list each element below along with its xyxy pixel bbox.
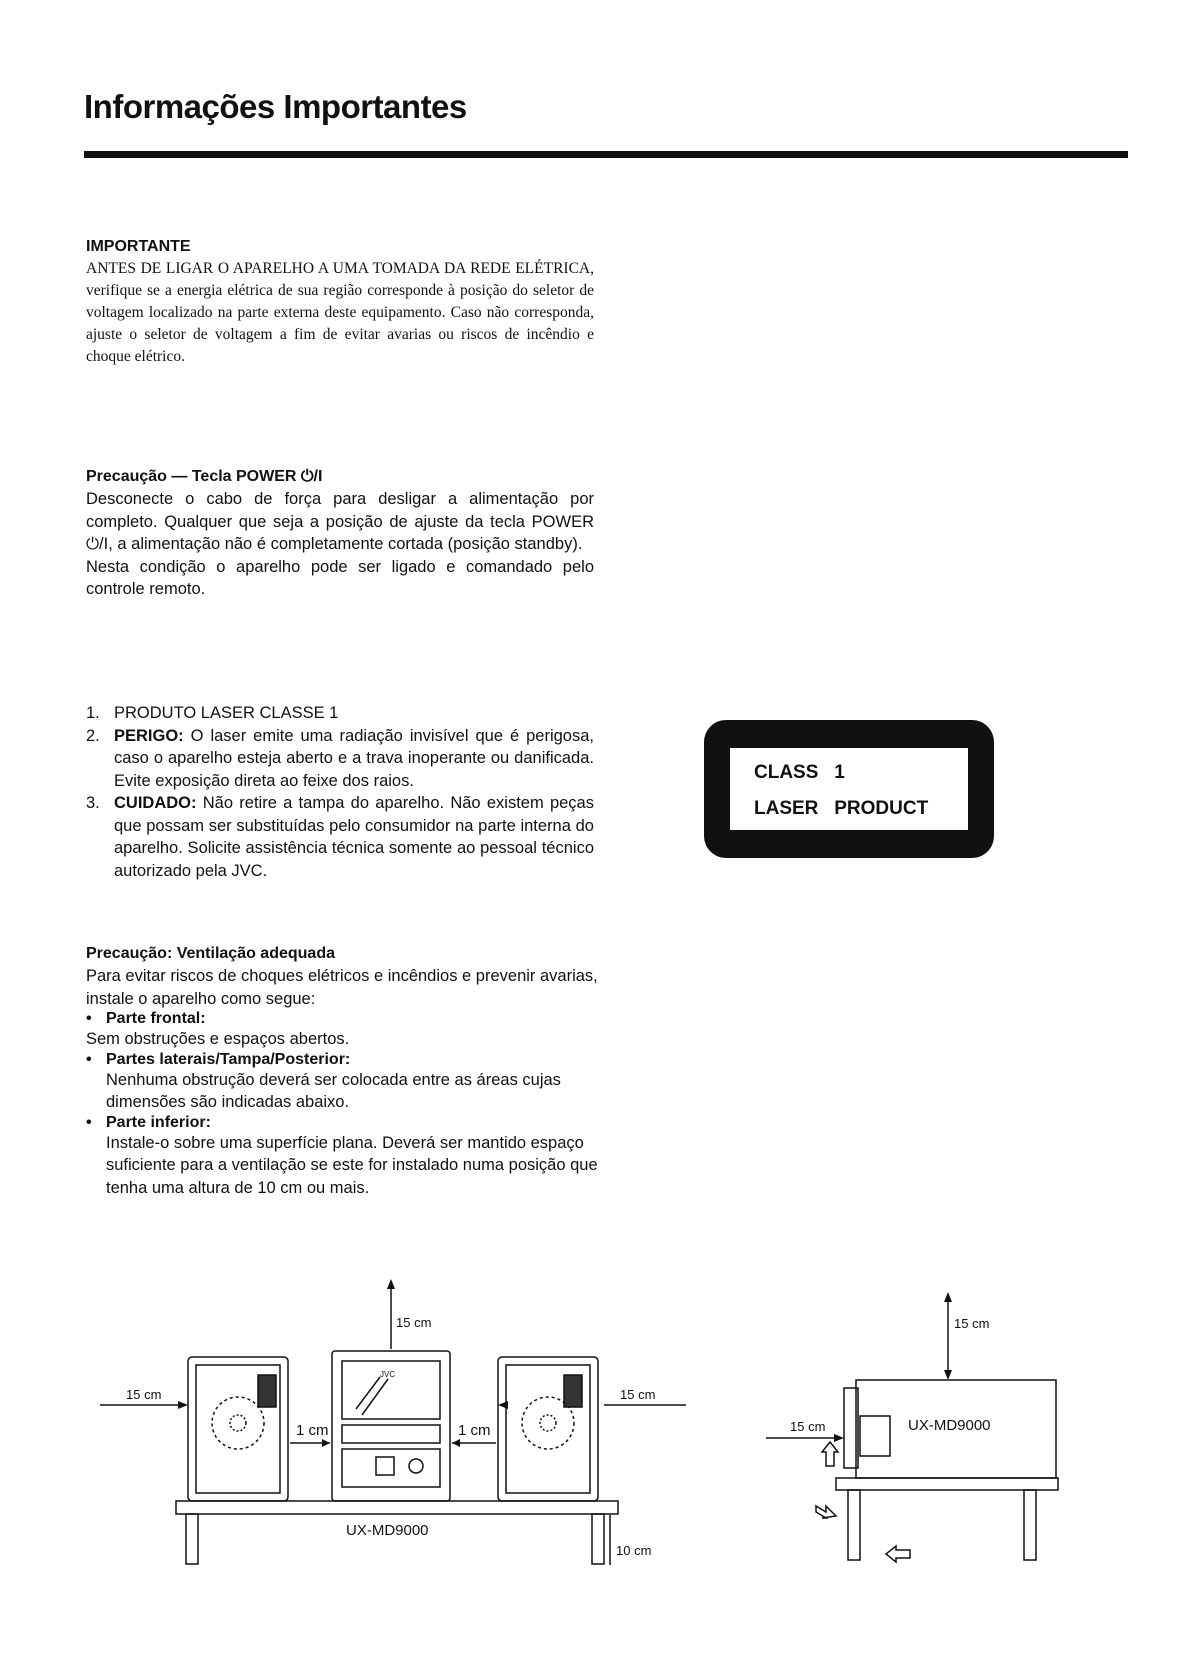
ventilation-item-front: • Parte frontal: <box>86 1010 206 1027</box>
side-shelf-leg-left <box>848 1490 860 1560</box>
left-speaker-tweeter <box>258 1375 276 1407</box>
list-label: CUIDADO: <box>114 794 197 812</box>
ventilation-intro: Para evitar riscos de choques elétricos e incêndios e prevenir avarias, instale o aparelho como segue: <box>86 967 598 1008</box>
list-number: 1. <box>86 704 100 722</box>
arrowhead <box>498 1401 508 1409</box>
arrowhead <box>322 1439 330 1447</box>
laser-label-panel <box>730 748 968 830</box>
list-number: 3. <box>86 794 100 812</box>
side-top-gap-label: 15 cm <box>954 1316 990 1331</box>
page-title: Informações Importantes <box>84 88 467 125</box>
main-unit-knob <box>409 1459 423 1473</box>
main-unit-controls <box>342 1449 440 1487</box>
arrowhead <box>944 1370 952 1380</box>
important-heading: IMPORTANTE <box>86 238 191 255</box>
laser-list-item <box>86 725 594 793</box>
front-model-label: UX-MD9000 <box>346 1522 429 1539</box>
laser-list-item <box>86 792 594 882</box>
shelf-top <box>176 1501 618 1514</box>
left-gap-label: 15 cm <box>126 1387 162 1402</box>
bottom-gap-label: 10 cm <box>616 1543 652 1558</box>
shelf-leg-left <box>186 1514 198 1564</box>
side-shelf-leg-right <box>1024 1490 1036 1560</box>
side-unit-panel <box>860 1416 890 1456</box>
right-speaker-cone <box>540 1415 556 1431</box>
side-view-diagram <box>760 1288 1080 1588</box>
main-unit-display <box>342 1425 440 1443</box>
side-model-label: UX-MD9000 <box>908 1417 991 1434</box>
ventilation-section <box>86 945 606 1199</box>
side-shelf-top <box>836 1478 1058 1490</box>
airflow-left-arrow-icon <box>886 1546 910 1562</box>
power-paragraph-2: Nesta condição o aparelho pode ser ligado e comandado pelo controle remoto. <box>86 557 594 598</box>
airflow-diagonal-arrow-icon <box>816 1506 836 1518</box>
arrowhead <box>834 1434 844 1442</box>
inner-gap-left-label: 1 cm <box>296 1422 329 1439</box>
shelf-leg-right <box>592 1514 604 1564</box>
arrowhead <box>387 1279 395 1289</box>
front-view-diagram <box>90 1265 710 1585</box>
right-speaker <box>498 1357 598 1501</box>
side-rear-gap-label: 15 cm <box>790 1419 826 1434</box>
right-speaker-tweeter <box>564 1375 582 1407</box>
laser-section <box>86 702 594 882</box>
list-body: PRODUTO LASER CLASSE 1 <box>114 704 339 722</box>
title-rule <box>84 151 1128 158</box>
left-speaker-woofer <box>212 1397 264 1449</box>
laser-list-item <box>86 702 594 725</box>
laser-label-line2: LASER PRODUCT <box>754 798 929 819</box>
important-section <box>86 238 594 368</box>
laser-label-line1: CLASS 1 <box>754 762 845 783</box>
list-text <box>114 702 594 725</box>
ventilation-heading: Precaução: Ventilação adequada <box>86 945 335 962</box>
left-speaker-cone <box>230 1415 246 1431</box>
main-unit-disc-slot <box>356 1377 380 1409</box>
inner-gap-right-label: 1 cm <box>458 1422 491 1439</box>
laser-list <box>86 702 594 882</box>
ventilation-item-text: Sem obstruções e espaços abertos. <box>86 1030 350 1048</box>
list-body: O laser emite uma radiação invisível que é perigosa, caso o aparelho esteja aberto e a trava inoperante ou danificada. Evite exposição direta ao feixe dos raios. <box>114 726 594 790</box>
airflow-up-arrow-icon <box>822 1442 838 1466</box>
right-gap-label: 15 cm <box>620 1387 656 1402</box>
top-gap-label: 15 cm <box>396 1315 432 1330</box>
important-text: ANTES DE LIGAR O APARELHO A UMA TOMADA DA REDE ELÉTRICA, verifique se a energia elétrica de sua região corresponde à posição do seletor de voltagem localizado na parte externa deste equipamento. Caso não corresponda, ajuste o seletor de voltagem a fim de evitar avarias ou riscos de incêndio e choque elétrico. <box>86 260 594 365</box>
arrowhead <box>944 1292 952 1302</box>
brand-logo: JVC <box>380 1370 396 1379</box>
list-text <box>114 792 594 882</box>
power-heading: Precaução — Tecla POWER ⏻/I <box>86 468 323 485</box>
list-number: 2. <box>86 726 100 745</box>
ventilation-item-text: Nenhuma obstrução deverá ser colocada entre as áreas cujas dimensões são indicadas abaixo. <box>106 1070 561 1111</box>
list-body: Não retire a tampa do aparelho. Não existem peças que possam ser substituídas pelo consumidor na parte interna do aparelho. Solicite assistência técnica somente ao pessoal técnico autorizado pela JVC. <box>114 794 594 880</box>
arrowhead <box>178 1401 188 1409</box>
power-paragraph-1: Desconecte o cabo de força para desligar a alimentação por completo. Qualquer que seja a posição de ajuste da tecla POWER ⏻/I, a alimentação não é completamente cortada (posição standby). <box>86 490 594 553</box>
power-section <box>86 468 594 601</box>
arrowhead <box>452 1439 460 1447</box>
list-text <box>114 725 594 793</box>
laser-class-label <box>704 720 994 858</box>
list-label: PERIGO: <box>114 726 184 745</box>
main-unit-button <box>376 1457 394 1475</box>
ventilation-item-bottom: • Parte inferior: <box>86 1113 211 1131</box>
ventilation-item-text: Instale-o sobre uma superfície plana. Deverá ser mantido espaço suficiente para a ventilação se este for instalado numa posição que tenha uma altura de 10 cm ou mais. <box>106 1133 598 1197</box>
ventilation-item-sides: • Partes laterais/Tampa/Posterior: <box>86 1050 351 1068</box>
